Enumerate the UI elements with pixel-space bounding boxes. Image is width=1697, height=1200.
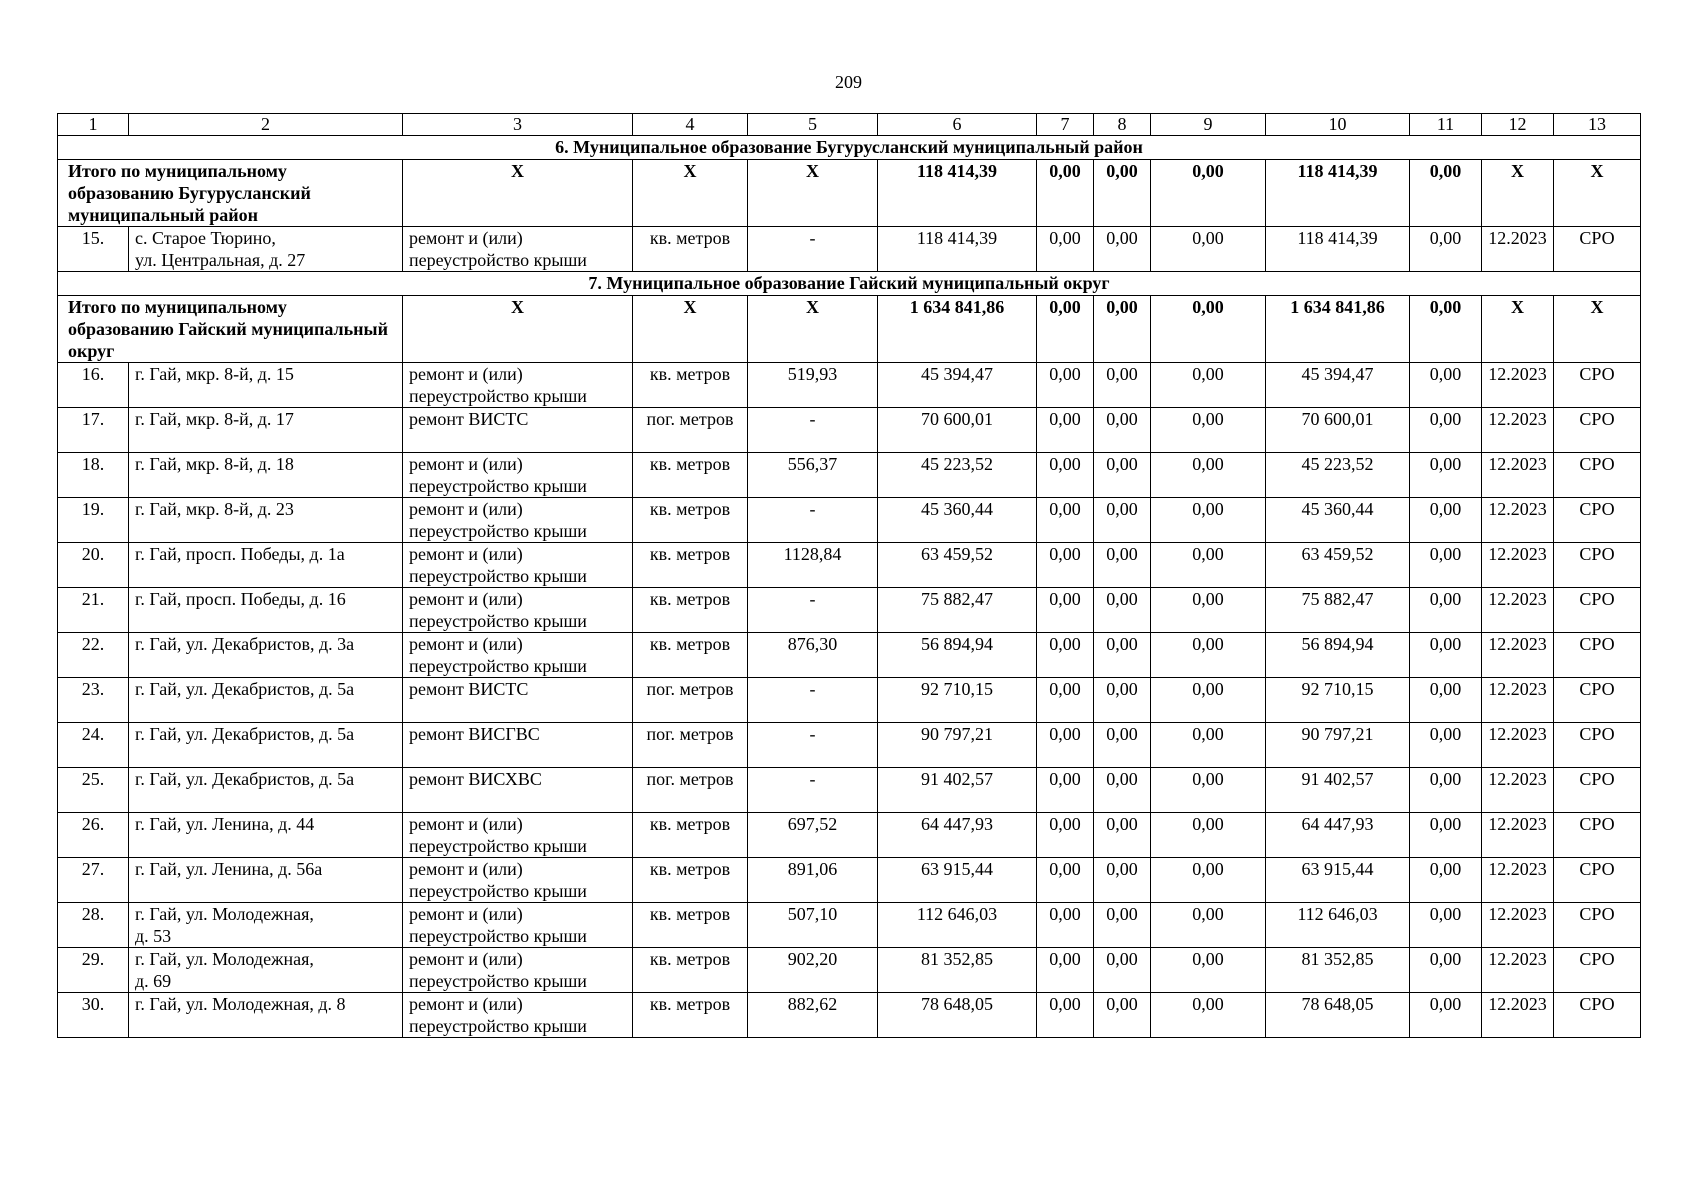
row-c7: 0,00 — [1037, 408, 1094, 453]
table-body — [58, 114, 1641, 1038]
row-unit: пог. метров — [633, 723, 748, 768]
row-c13: СРО — [1554, 993, 1641, 1038]
row-work-type: ремонт ВИСХВС — [403, 768, 633, 813]
total-label: Итого по муниципальному образованию Бугурусланский муниципальный район — [58, 160, 403, 227]
row-unit: кв. метров — [633, 813, 748, 858]
row-number: 15. — [58, 227, 129, 272]
row-c8: 0,00 — [1094, 813, 1151, 858]
row-c11: 0,00 — [1410, 498, 1482, 543]
row-c8: 0,00 — [1094, 768, 1151, 813]
total-c9: 0,00 — [1151, 160, 1266, 227]
row-c12: 12.2023 — [1482, 498, 1554, 543]
row-unit: кв. метров — [633, 993, 748, 1038]
row-c13: СРО — [1554, 768, 1641, 813]
row-c6: 118 414,39 — [878, 227, 1037, 272]
row-c6: 92 710,15 — [878, 678, 1037, 723]
row-c11: 0,00 — [1410, 993, 1482, 1038]
row-c7: 0,00 — [1037, 993, 1094, 1038]
total-c12: X — [1482, 160, 1554, 227]
column-number: 2 — [129, 114, 403, 136]
row-address: г. Гай, ул. Ленина, д. 56а — [129, 858, 403, 903]
row-c6: 78 648,05 — [878, 993, 1037, 1038]
row-c12: 12.2023 — [1482, 993, 1554, 1038]
row-c7: 0,00 — [1037, 498, 1094, 543]
row-quantity: - — [748, 678, 878, 723]
row-c6: 90 797,21 — [878, 723, 1037, 768]
row-c13: СРО — [1554, 588, 1641, 633]
row-c10: 90 797,21 — [1266, 723, 1410, 768]
row-number: 28. — [58, 903, 129, 948]
row-work-type: ремонт и (или) переустройство крыши — [403, 633, 633, 678]
row-c8: 0,00 — [1094, 363, 1151, 408]
table-row — [58, 813, 1641, 858]
row-number: 29. — [58, 948, 129, 993]
row-c10: 118 414,39 — [1266, 227, 1410, 272]
row-address: г. Гай, просп. Победы, д. 1а — [129, 543, 403, 588]
row-number: 26. — [58, 813, 129, 858]
column-number: 7 — [1037, 114, 1094, 136]
row-number: 30. — [58, 993, 129, 1038]
row-c7: 0,00 — [1037, 903, 1094, 948]
section-title: 6. Муниципальное образование Бугурусланский муниципальный район — [58, 136, 1641, 160]
row-c12: 12.2023 — [1482, 723, 1554, 768]
row-c6: 91 402,57 — [878, 768, 1037, 813]
row-quantity: 876,30 — [748, 633, 878, 678]
total-c5: X — [748, 296, 878, 363]
row-c8: 0,00 — [1094, 588, 1151, 633]
table-row — [58, 858, 1641, 903]
row-c13: СРО — [1554, 858, 1641, 903]
row-c6: 70 600,01 — [878, 408, 1037, 453]
row-c8: 0,00 — [1094, 948, 1151, 993]
row-address: г. Гай, ул. Молодежная, д. 69 — [129, 948, 403, 993]
row-work-type: ремонт и (или) переустройство крыши — [403, 588, 633, 633]
total-c8: 0,00 — [1094, 160, 1151, 227]
row-c9: 0,00 — [1151, 678, 1266, 723]
row-c10: 56 894,94 — [1266, 633, 1410, 678]
row-c8: 0,00 — [1094, 858, 1151, 903]
row-c8: 0,00 — [1094, 903, 1151, 948]
row-c7: 0,00 — [1037, 363, 1094, 408]
row-c12: 12.2023 — [1482, 768, 1554, 813]
row-c10: 92 710,15 — [1266, 678, 1410, 723]
row-c10: 81 352,85 — [1266, 948, 1410, 993]
row-c12: 12.2023 — [1482, 588, 1554, 633]
row-c9: 0,00 — [1151, 543, 1266, 588]
table-row — [58, 363, 1641, 408]
row-c10: 91 402,57 — [1266, 768, 1410, 813]
row-address: г. Гай, ул. Декабристов, д. 5а — [129, 723, 403, 768]
row-c7: 0,00 — [1037, 813, 1094, 858]
row-c9: 0,00 — [1151, 408, 1266, 453]
row-quantity: - — [748, 588, 878, 633]
row-c11: 0,00 — [1410, 227, 1482, 272]
row-unit: кв. метров — [633, 858, 748, 903]
row-address: г. Гай, ул. Декабристов, д. 5а — [129, 768, 403, 813]
row-c11: 0,00 — [1410, 543, 1482, 588]
row-number: 21. — [58, 588, 129, 633]
row-c7: 0,00 — [1037, 453, 1094, 498]
total-c9: 0,00 — [1151, 296, 1266, 363]
row-c7: 0,00 — [1037, 227, 1094, 272]
column-number: 1 — [58, 114, 129, 136]
row-work-type: ремонт ВИСТС — [403, 408, 633, 453]
row-c12: 12.2023 — [1482, 227, 1554, 272]
row-c9: 0,00 — [1151, 633, 1266, 678]
row-c12: 12.2023 — [1482, 858, 1554, 903]
section-total-row — [58, 296, 1641, 363]
row-work-type: ремонт и (или) переустройство крыши — [403, 227, 633, 272]
row-c12: 12.2023 — [1482, 453, 1554, 498]
table-row — [58, 948, 1641, 993]
column-number: 11 — [1410, 114, 1482, 136]
row-c9: 0,00 — [1151, 993, 1266, 1038]
row-work-type: ремонт и (или) переустройство крыши — [403, 363, 633, 408]
row-number: 17. — [58, 408, 129, 453]
row-c8: 0,00 — [1094, 633, 1151, 678]
row-unit: пог. метров — [633, 678, 748, 723]
table-row — [58, 633, 1641, 678]
row-c9: 0,00 — [1151, 948, 1266, 993]
row-number: 24. — [58, 723, 129, 768]
row-work-type: ремонт ВИСГВС — [403, 723, 633, 768]
row-quantity: - — [748, 723, 878, 768]
column-number: 6 — [878, 114, 1037, 136]
row-quantity: - — [748, 768, 878, 813]
total-c3: X — [403, 296, 633, 363]
row-address: г. Гай, мкр. 8-й, д. 15 — [129, 363, 403, 408]
row-c7: 0,00 — [1037, 948, 1094, 993]
total-c10: 1 634 841,86 — [1266, 296, 1410, 363]
table-row — [58, 588, 1641, 633]
row-address: г. Гай, мкр. 8-й, д. 18 — [129, 453, 403, 498]
total-c6: 118 414,39 — [878, 160, 1037, 227]
row-c8: 0,00 — [1094, 498, 1151, 543]
total-c11: 0,00 — [1410, 296, 1482, 363]
total-c3: X — [403, 160, 633, 227]
row-c10: 75 882,47 — [1266, 588, 1410, 633]
row-quantity: 697,52 — [748, 813, 878, 858]
total-c7: 0,00 — [1037, 296, 1094, 363]
section-title: 7. Муниципальное образование Гайский муниципальный округ — [58, 272, 1641, 296]
table-row — [58, 903, 1641, 948]
row-number: 23. — [58, 678, 129, 723]
row-number: 27. — [58, 858, 129, 903]
row-c9: 0,00 — [1151, 903, 1266, 948]
row-c11: 0,00 — [1410, 678, 1482, 723]
row-work-type: ремонт и (или) переустройство крыши — [403, 498, 633, 543]
row-c8: 0,00 — [1094, 543, 1151, 588]
row-c12: 12.2023 — [1482, 633, 1554, 678]
total-c11: 0,00 — [1410, 160, 1482, 227]
row-c6: 63 459,52 — [878, 543, 1037, 588]
column-number: 8 — [1094, 114, 1151, 136]
row-c13: СРО — [1554, 903, 1641, 948]
row-c9: 0,00 — [1151, 227, 1266, 272]
total-c8: 0,00 — [1094, 296, 1151, 363]
row-c13: СРО — [1554, 543, 1641, 588]
row-address: с. Старое Тюрино, ул. Центральная, д. 27 — [129, 227, 403, 272]
row-quantity: 882,62 — [748, 993, 878, 1038]
row-c7: 0,00 — [1037, 723, 1094, 768]
row-c6: 75 882,47 — [878, 588, 1037, 633]
row-c11: 0,00 — [1410, 768, 1482, 813]
row-c6: 45 394,47 — [878, 363, 1037, 408]
row-address: г. Гай, ул. Молодежная, д. 53 — [129, 903, 403, 948]
row-c9: 0,00 — [1151, 588, 1266, 633]
section-total-row — [58, 160, 1641, 227]
row-c9: 0,00 — [1151, 768, 1266, 813]
row-quantity: 891,06 — [748, 858, 878, 903]
row-c8: 0,00 — [1094, 678, 1151, 723]
row-work-type: ремонт и (или) переустройство крыши — [403, 543, 633, 588]
total-c12: X — [1482, 296, 1554, 363]
row-address: г. Гай, мкр. 8-й, д. 17 — [129, 408, 403, 453]
row-c6: 81 352,85 — [878, 948, 1037, 993]
row-c11: 0,00 — [1410, 588, 1482, 633]
row-c11: 0,00 — [1410, 363, 1482, 408]
row-c6: 56 894,94 — [878, 633, 1037, 678]
row-c12: 12.2023 — [1482, 903, 1554, 948]
row-unit: кв. метров — [633, 948, 748, 993]
row-number: 19. — [58, 498, 129, 543]
row-number: 22. — [58, 633, 129, 678]
row-c9: 0,00 — [1151, 453, 1266, 498]
row-address: г. Гай, ул. Молодежная, д. 8 — [129, 993, 403, 1038]
row-c13: СРО — [1554, 408, 1641, 453]
row-unit: кв. метров — [633, 227, 748, 272]
row-c10: 64 447,93 — [1266, 813, 1410, 858]
row-c8: 0,00 — [1094, 453, 1151, 498]
row-c8: 0,00 — [1094, 227, 1151, 272]
table-row — [58, 408, 1641, 453]
row-c10: 45 360,44 — [1266, 498, 1410, 543]
row-c13: СРО — [1554, 723, 1641, 768]
row-unit: кв. метров — [633, 903, 748, 948]
row-unit: кв. метров — [633, 588, 748, 633]
table-row — [58, 723, 1641, 768]
row-number: 25. — [58, 768, 129, 813]
row-c7: 0,00 — [1037, 678, 1094, 723]
column-number: 3 — [403, 114, 633, 136]
row-c10: 112 646,03 — [1266, 903, 1410, 948]
section-header-row — [58, 272, 1641, 296]
total-c6: 1 634 841,86 — [878, 296, 1037, 363]
row-c6: 63 915,44 — [878, 858, 1037, 903]
row-c9: 0,00 — [1151, 723, 1266, 768]
row-work-type: ремонт и (или) переустройство крыши — [403, 813, 633, 858]
column-number: 4 — [633, 114, 748, 136]
column-number: 10 — [1266, 114, 1410, 136]
column-number-row — [58, 114, 1641, 136]
row-c13: СРО — [1554, 813, 1641, 858]
total-c4: X — [633, 160, 748, 227]
row-address: г. Гай, ул. Декабристов, д. 3а — [129, 633, 403, 678]
row-address: г. Гай, мкр. 8-й, д. 23 — [129, 498, 403, 543]
row-unit: кв. метров — [633, 363, 748, 408]
row-c12: 12.2023 — [1482, 363, 1554, 408]
row-c9: 0,00 — [1151, 813, 1266, 858]
row-work-type: ремонт и (или) переустройство крыши — [403, 993, 633, 1038]
page-number: 209 — [835, 72, 862, 92]
row-c7: 0,00 — [1037, 588, 1094, 633]
column-number: 9 — [1151, 114, 1266, 136]
row-unit: пог. метров — [633, 768, 748, 813]
row-c11: 0,00 — [1410, 903, 1482, 948]
row-quantity: 556,37 — [748, 453, 878, 498]
row-c11: 0,00 — [1410, 633, 1482, 678]
table-row — [58, 768, 1641, 813]
table-row — [58, 993, 1641, 1038]
column-number: 12 — [1482, 114, 1554, 136]
row-c6: 45 360,44 — [878, 498, 1037, 543]
row-unit: кв. метров — [633, 498, 748, 543]
row-c13: СРО — [1554, 363, 1641, 408]
row-c11: 0,00 — [1410, 408, 1482, 453]
row-work-type: ремонт ВИСТС — [403, 678, 633, 723]
row-quantity: 519,93 — [748, 363, 878, 408]
row-c8: 0,00 — [1094, 993, 1151, 1038]
row-c10: 45 394,47 — [1266, 363, 1410, 408]
row-unit: кв. метров — [633, 453, 748, 498]
row-c8: 0,00 — [1094, 723, 1151, 768]
row-c10: 45 223,52 — [1266, 453, 1410, 498]
row-c10: 78 648,05 — [1266, 993, 1410, 1038]
row-c12: 12.2023 — [1482, 408, 1554, 453]
table-row — [58, 543, 1641, 588]
row-c10: 70 600,01 — [1266, 408, 1410, 453]
row-c9: 0,00 — [1151, 363, 1266, 408]
row-c12: 12.2023 — [1482, 813, 1554, 858]
row-c13: СРО — [1554, 633, 1641, 678]
total-c5: X — [748, 160, 878, 227]
row-address: г. Гай, ул. Декабристов, д. 5а — [129, 678, 403, 723]
row-c13: СРО — [1554, 227, 1641, 272]
section-header-row — [58, 136, 1641, 160]
row-work-type: ремонт и (или) переустройство крыши — [403, 858, 633, 903]
row-c12: 12.2023 — [1482, 678, 1554, 723]
row-work-type: ремонт и (или) переустройство крыши — [403, 903, 633, 948]
row-c10: 63 915,44 — [1266, 858, 1410, 903]
row-c6: 112 646,03 — [878, 903, 1037, 948]
total-c13: X — [1554, 160, 1641, 227]
row-c10: 63 459,52 — [1266, 543, 1410, 588]
row-address: г. Гай, просп. Победы, д. 16 — [129, 588, 403, 633]
row-c11: 0,00 — [1410, 948, 1482, 993]
row-quantity: - — [748, 498, 878, 543]
row-c11: 0,00 — [1410, 813, 1482, 858]
total-c7: 0,00 — [1037, 160, 1094, 227]
row-c13: СРО — [1554, 678, 1641, 723]
row-c12: 12.2023 — [1482, 948, 1554, 993]
row-quantity: - — [748, 227, 878, 272]
total-c4: X — [633, 296, 748, 363]
row-c7: 0,00 — [1037, 858, 1094, 903]
row-work-type: ремонт и (или) переустройство крыши — [403, 453, 633, 498]
row-c13: СРО — [1554, 948, 1641, 993]
capital-repair-table — [57, 113, 1641, 1038]
row-c12: 12.2023 — [1482, 543, 1554, 588]
row-unit: кв. метров — [633, 633, 748, 678]
column-number: 5 — [748, 114, 878, 136]
row-quantity: 902,20 — [748, 948, 878, 993]
row-c9: 0,00 — [1151, 858, 1266, 903]
table-row — [58, 453, 1641, 498]
row-c6: 45 223,52 — [878, 453, 1037, 498]
row-c9: 0,00 — [1151, 498, 1266, 543]
total-c13: X — [1554, 296, 1641, 363]
row-c11: 0,00 — [1410, 453, 1482, 498]
row-c11: 0,00 — [1410, 723, 1482, 768]
row-quantity: 507,10 — [748, 903, 878, 948]
row-number: 18. — [58, 453, 129, 498]
row-c7: 0,00 — [1037, 543, 1094, 588]
row-c7: 0,00 — [1037, 633, 1094, 678]
row-number: 20. — [58, 543, 129, 588]
table-row — [58, 678, 1641, 723]
row-c6: 64 447,93 — [878, 813, 1037, 858]
row-c13: СРО — [1554, 453, 1641, 498]
row-c11: 0,00 — [1410, 858, 1482, 903]
table-row — [58, 498, 1641, 543]
row-work-type: ремонт и (или) переустройство крыши — [403, 948, 633, 993]
table-row — [58, 227, 1641, 272]
row-c8: 0,00 — [1094, 408, 1151, 453]
column-number: 13 — [1554, 114, 1641, 136]
row-number: 16. — [58, 363, 129, 408]
row-quantity: 1128,84 — [748, 543, 878, 588]
row-quantity: - — [748, 408, 878, 453]
total-c10: 118 414,39 — [1266, 160, 1410, 227]
row-c7: 0,00 — [1037, 768, 1094, 813]
row-unit: пог. метров — [633, 408, 748, 453]
row-c13: СРО — [1554, 498, 1641, 543]
total-label: Итого по муниципальному образованию Гайский муниципальный округ — [58, 296, 403, 363]
row-unit: кв. метров — [633, 543, 748, 588]
row-address: г. Гай, ул. Ленина, д. 44 — [129, 813, 403, 858]
